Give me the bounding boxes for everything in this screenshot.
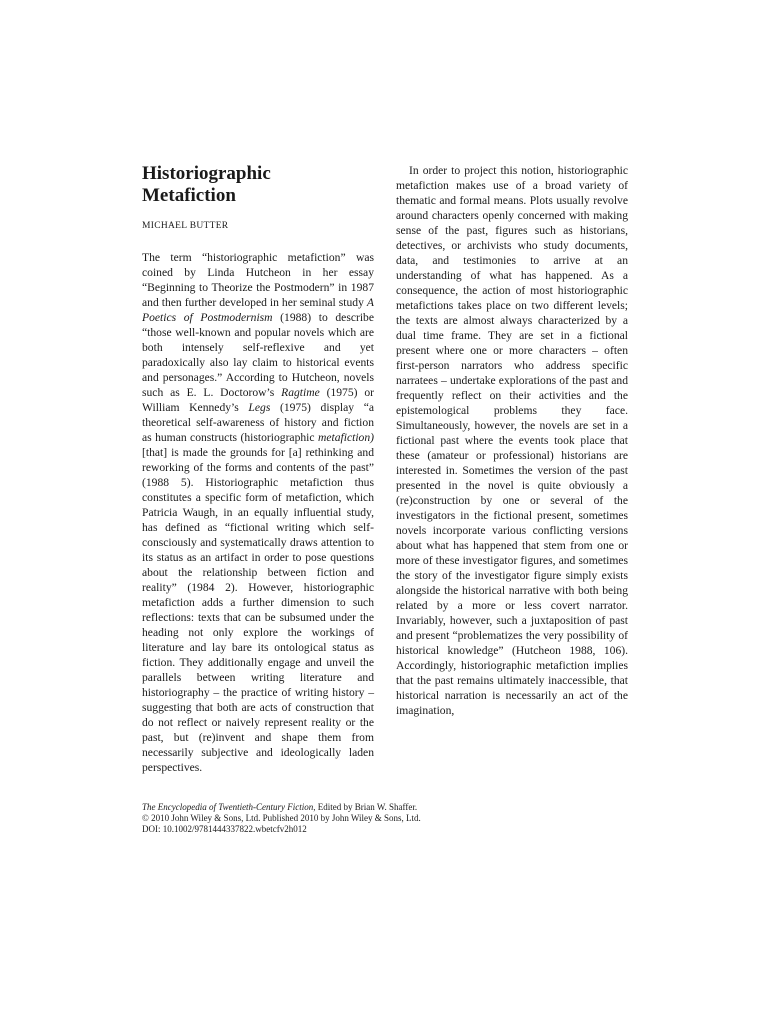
book-title-ragtime: Ragtime [281,386,320,399]
publication-title: The Encyclopedia of Twentieth-Century Fiction [142,802,314,812]
citation-publication-line [142,802,628,813]
paragraph-1-text-d: (1975) display “a theoretical self-awareness of history and fiction as human constructs (historiographic [142,401,374,444]
left-column [142,163,374,775]
paragraph-2: In order to project this notion, historiographic metafiction makes use of a broad variety of thematic and formal means. Plots usually revolve around characters openly concerned with making sense of the past, figures such as historians, detectives, or archivists who study documents, data, and testimonies to arrive at an understanding of what has happened. As a consequence, the action of most historiographic metafictions takes place on two different levels; the texts are almost always characterized by a dual time frame. They are set in a fictional present where one or more characters – often first-person narrators who address specific narratees – undertake explorations of the past and frequently reflect on their activities and the epistemological problems they face. Simultaneously, however, the novels are set in a fictional past where the events took place that these (amateur or professional) historians are interested in. Sometimes the version of the past presented in the novel is quite obviously a (re)construction by one or several of the investigators in the fictional present, sometimes novels incorporate various conflicting versions about what has happened that stem from one or more of these investigator figures, and sometimes the story of the investigator figure simply exists alongside the historical narrative with both being related by a more or less covert narrator. Invariably, however, such a juxtaposition of past and present “problematizes the very possibility of historical knowledge” (Hutcheon 1988, 106). Accordingly, historiographic metafiction implies that the past remains ultimately inaccessible, that historical narration is necessarily an act of the imagination, [396,164,628,717]
paragraph-1 [142,250,374,775]
term-metafiction: metafiction) [317,431,374,444]
article-title-line-2: Metafiction [142,185,236,206]
paragraph-1-text-a: The term “historiographic metafiction” was coined by Linda Hutcheon in her essay “Beginning to Theorize the Postmodern” in 1987 and then further developed in her seminal study [142,251,374,309]
right-column [396,163,628,718]
book-title-poetics: A Poetics of Postmodernism [142,296,374,324]
paragraph-1-text-e: [that] is made the grounds for [a] rethinking and reworking of the forms and contents of the past” (1988 5). Historiographic metafiction thus constitutes a specific form of metafiction, which Patricia Waugh, in an equally influential study, has defined as “fictional writing which self-consciously and systematically draws attention to its status as an artifact in order to pose questions about the relationship between fiction and reality” (1984 2). However, historiographic metafiction adds a further dimension to such reflections: texts that can be subsumed under the heading not only explore the workings of literature and lay bare its ontological status as fiction. They additionally engage and unveil the parallels between writing literature and historiography – the practice of writing history – suggesting that both are acts of construction that do not reflect or naively represent reality or the past, but (re)invent and shape them from necessarily subjective and ideologically laden perspectives. [142,446,374,774]
doi-line: DOI: 10.1002/9781444337822.wbetcfv2h012 [142,824,307,835]
book-title-legs: Legs [248,401,271,414]
paragraph-1-text-b: (1988) to describe “those well-known and popular novels which are both intensely self-reflexive and yet paradoxically also lay claim to historical events and personages.” According to Hutcheon, novels such as E. L. Doctorow’s [142,311,374,399]
copyright-line: © 2010 John Wiley & Sons, Ltd. Published 2010 by John Wiley & Sons, Ltd. [142,813,421,824]
article-title-line-1: Historiographic [142,163,271,184]
author-name: MICHAEL BUTTER [142,221,229,231]
publication-editor: , Edited by Brian W. Shaffer. [313,802,418,812]
article-title [142,163,374,207]
paragraph-1-text-c: (1975) or William Kennedy’s [142,386,374,414]
citation-footer [142,802,628,836]
